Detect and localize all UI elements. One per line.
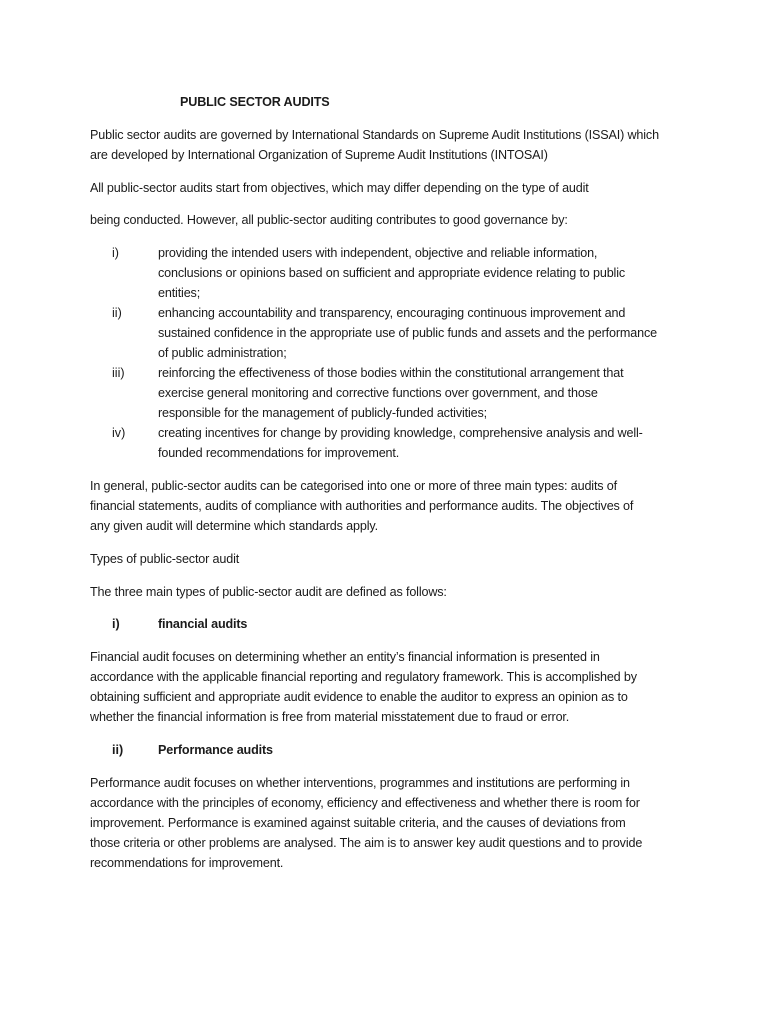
objectives-line: All public-sector audits start from objectives, which may differ depending on the type of audit [90,181,589,195]
performance-heading: Performance audits [158,743,273,757]
document-title: PUBLIC SECTOR AUDITS [180,95,330,109]
governance-line: being conducted. However, all public-sector auditing contributes to good governance by: [90,213,568,227]
governance-item-line: founded recommendations for improvement. [158,446,400,460]
governance-item-line: of public administration; [158,346,287,360]
governance-item-marker: iii) [112,366,125,380]
financial-line: obtaining sufficient and appropriate audit evidence to enable the auditor to express an opinion as to [90,690,628,704]
general-line: any given audit will determine which standards apply. [90,519,378,533]
performance-line: recommendations for improvement. [90,856,284,870]
general-line: In general, public-sector audits can be categorised into one or more of three main types: audits of [90,479,617,493]
financial-marker: i) [112,617,120,631]
governance-item-line: entities; [158,286,201,300]
governance-item-line: providing the intended users with independent, objective and reliable information, [158,246,598,260]
financial-line: accordance with the applicable financial reporting and regulatory framework. This is accomplished by [90,670,637,684]
financial-line: whether the financial information is free from material misstatement due to fraud or error. [90,710,570,724]
governance-item-marker: iv) [112,426,126,440]
governance-item-marker: i) [112,246,119,260]
types-heading: Types of public-sector audit [90,552,240,566]
performance-line: Performance audit focuses on whether interventions, programmes and institutions are performing in [90,776,630,790]
performance-line: improvement. Performance is examined against suitable criteria, and the causes of deviations from [90,816,626,830]
governance-item-line: enhancing accountability and transparency, encouraging continuous improvement and [158,306,626,320]
governance-item-line: sustained confidence in the appropriate use of public funds and assets and the performance [158,326,657,340]
governance-item-line: conclusions or opinions based on sufficient and appropriate evidence relating to public [158,266,625,280]
performance-line: accordance with the principles of economy, efficiency and effectiveness and whether there is room for [90,796,640,810]
performance-marker: ii) [112,743,124,757]
governance-item-line: responsible for the management of publicly-funded activities; [158,406,487,420]
performance-line: those criteria or other problems are analysed. The aim is to answer key audit questions and to provide [90,836,643,850]
governance-item-line: reinforcing the effectiveness of those bodies within the constitutional arrangement that [158,366,624,380]
financial-line: Financial audit focuses on determining whether an entity’s financial information is presented in [90,650,600,664]
financial-heading: financial audits [158,617,248,631]
governance-item-marker: ii) [112,306,122,320]
intro-line-2: are developed by International Organization of Supreme Audit Institutions (INTOSAI) [90,148,548,162]
governance-item-line: creating incentives for change by providing knowledge, comprehensive analysis and well- [158,426,643,440]
general-line: financial statements, audits of compliance with authorities and performance audits. The objectives of [90,499,634,513]
types-intro: The three main types of public-sector audit are defined as follows: [90,585,447,599]
governance-item-line: exercise general monitoring and corrective functions over government, and those [158,386,598,400]
intro-line-1: Public sector audits are governed by International Standards on Supreme Audit Institutions (ISSAI) which [90,128,659,142]
